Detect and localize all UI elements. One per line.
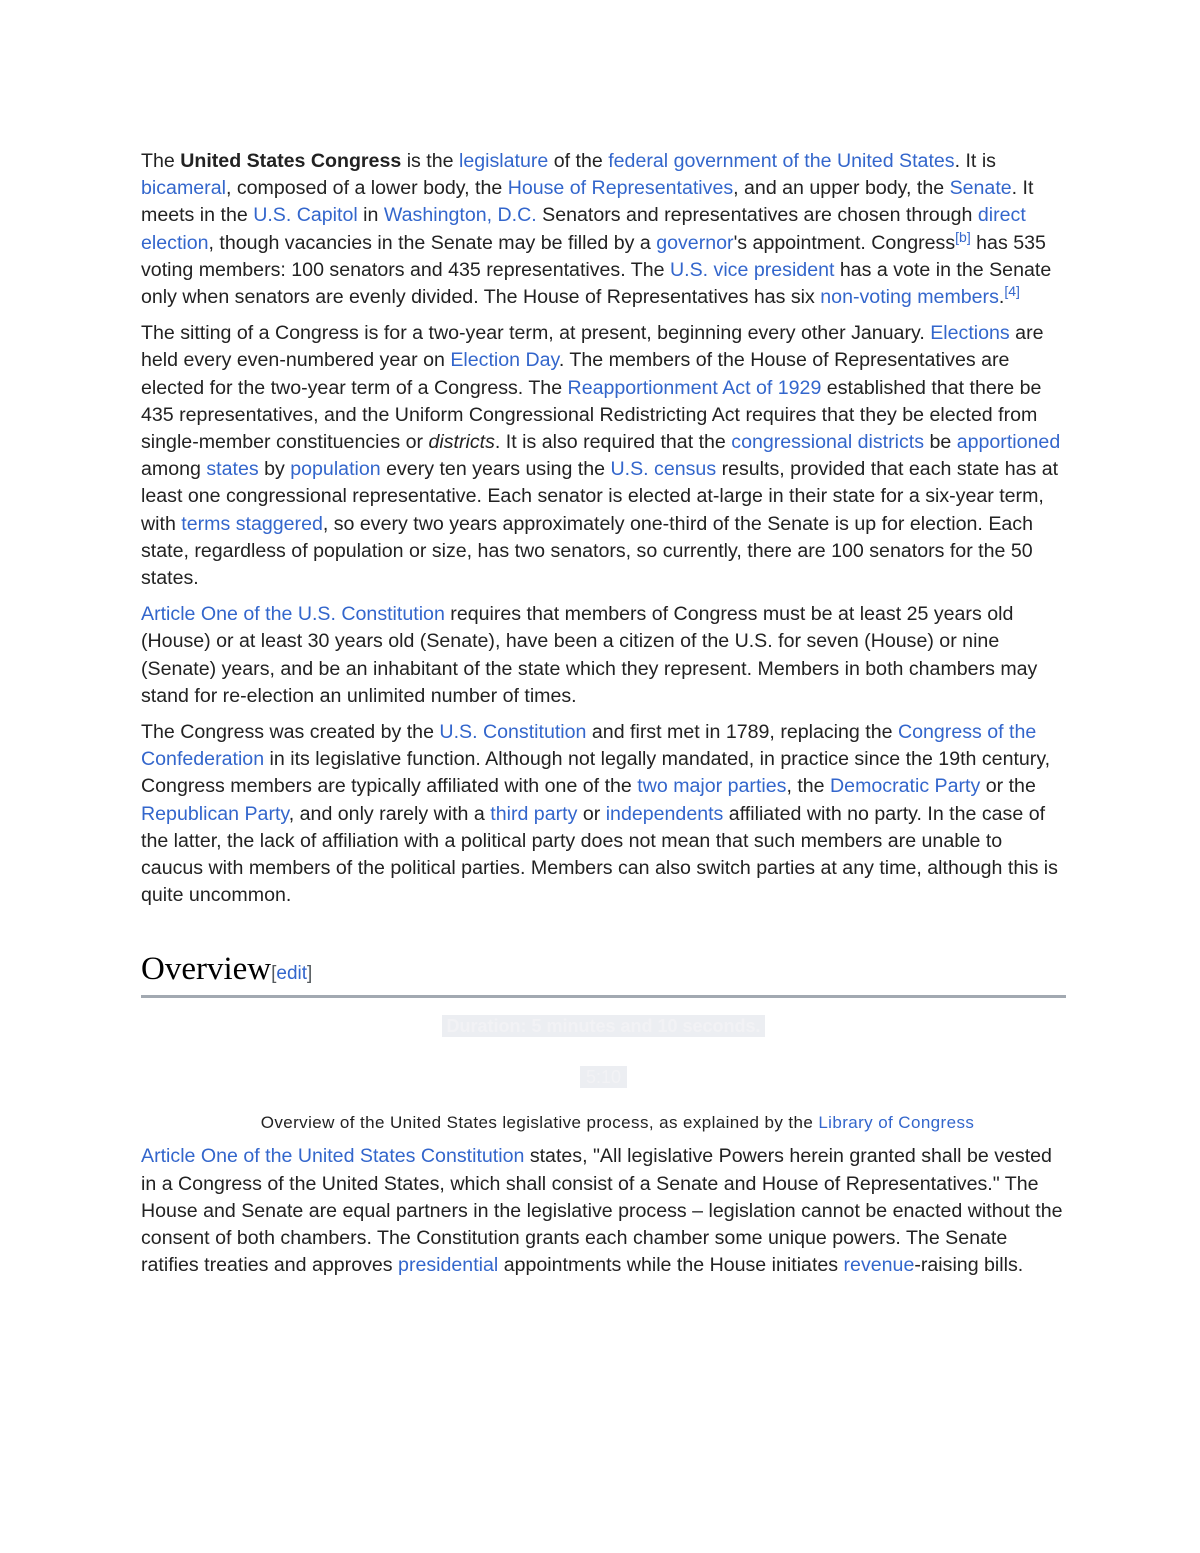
text: established that there be 435 representatives, and the Uniform Congressional Redistricting Act requires that they be elected from single-member constituencies or [141, 376, 1042, 454]
text: every ten years using the [380, 458, 611, 481]
link-population[interactable]: population [290, 458, 381, 481]
text: or the [980, 775, 1036, 798]
bracket: [ [271, 963, 277, 985]
text: The Congress was created by the [141, 721, 440, 744]
duration-time: 5:10 [580, 1066, 627, 1088]
link-us-census[interactable]: U.S. census [610, 458, 717, 481]
duration-text: Duration: 5 minutes and 10 seconds. [442, 1015, 764, 1037]
intro-paragraph-4 [141, 719, 1066, 909]
link-governor[interactable]: governor [656, 231, 734, 254]
text: , and an upper body, the [733, 177, 950, 200]
intro-paragraph-2 [141, 320, 1066, 592]
text: by [258, 458, 291, 481]
link-two-major-parties[interactable]: two major parties [637, 775, 787, 798]
text: 's appointment. Congress [733, 231, 956, 254]
text: . It meets in the [141, 177, 1034, 227]
link-house-of-representatives[interactable]: House of Representatives [507, 177, 734, 200]
link-library-of-congress[interactable]: Library of Congress [818, 1113, 975, 1133]
text: -raising bills. [914, 1254, 1024, 1277]
intro-paragraph-1 [141, 148, 1066, 311]
text: , though vacancies in the Senate may be filled by a [208, 231, 657, 254]
text: . It is also required that the [494, 431, 732, 454]
link-direct-election[interactable]: direct election [141, 204, 1026, 254]
link-non-voting-members[interactable]: non-voting members [820, 286, 999, 309]
overview-paragraph-1 [141, 1143, 1066, 1279]
footnote-ref-4[interactable]: [4] [1004, 283, 1020, 300]
text: , and only rarely with a [288, 802, 491, 825]
article-body [141, 148, 1066, 1289]
duration-badge [141, 1064, 1066, 1091]
emphasis-districts: districts [428, 431, 495, 454]
link-us-vice-president[interactable]: U.S. vice president [669, 258, 835, 281]
text: has 535 voting members: 100 senators and 435 representatives. The [141, 231, 1046, 281]
link-us-constitution[interactable]: U.S. Constitution [439, 721, 587, 744]
text: Senators and representatives are chosen through [536, 204, 978, 227]
link-presidential[interactable]: presidential [398, 1254, 499, 1277]
link-article-one[interactable]: Article One of the U.S. Constitution [141, 603, 445, 626]
text: The sitting of a Congress is for a two-year term, at present, beginning every other January. [141, 322, 931, 345]
text: , the [786, 775, 831, 798]
video-caption [141, 1112, 1066, 1134]
edit-section-link[interactable]: edit [276, 963, 308, 985]
text: appointments while the House initiates [498, 1254, 844, 1277]
text: results, provided that each state has at least one congressional representative. Each senator is elected at-large in their state for a six-year term, with [141, 458, 1059, 535]
link-washington-dc[interactable]: Washington, D.C. [383, 204, 537, 227]
text: requires that members of Congress must be at least 25 years old (House) or at least 30 years old (Senate), have been a citizen of the U.S. for seven (House) or nine (Senate) years, and be an inhabitant of the state which they represent. Members in both chambers may stand for re-election an unlimited number of times. [141, 603, 1038, 707]
text: is the [401, 150, 459, 172]
link-reapportionment-act[interactable]: Reapportionment Act of 1929 [567, 376, 822, 399]
link-republican-party[interactable]: Republican Party [141, 802, 289, 825]
text: The [141, 150, 181, 172]
text: . It is [954, 150, 996, 172]
link-congressional-districts[interactable]: congressional districts [731, 431, 925, 454]
section-heading-overview [141, 949, 1066, 998]
link-democratic-party[interactable]: Democratic Party [830, 775, 981, 798]
text: among [141, 458, 207, 481]
text: are held every even-numbered year on [141, 322, 1044, 372]
link-terms-staggered[interactable]: terms staggered [181, 512, 323, 535]
text: . [998, 286, 1005, 309]
link-legislature[interactable]: legislature [458, 150, 549, 172]
link-independents[interactable]: independents [605, 802, 724, 825]
link-bicameral[interactable]: bicameral [141, 177, 226, 200]
text: or [577, 802, 606, 825]
duration-label [141, 1013, 1066, 1040]
article-subject: United States Congress [180, 150, 402, 172]
link-third-party[interactable]: third party [490, 802, 578, 825]
link-revenue[interactable]: revenue [843, 1254, 915, 1277]
text: and first met in 1789, replacing the [586, 721, 898, 744]
link-congress-of-the-confederation[interactable]: Congress of the Confederation [141, 721, 1037, 771]
text: has a vote in the Senate only when senators are evenly divided. The House of Representatives has six [141, 258, 1052, 309]
text: in [357, 204, 384, 227]
link-elections[interactable]: Elections [930, 322, 1010, 345]
link-election-day[interactable]: Election Day [450, 349, 559, 372]
link-apportioned[interactable]: apportioned [956, 431, 1061, 454]
text: . The members of the House of Representatives are elected for the two-year term of a Congress. The [141, 349, 1010, 399]
video-player[interactable] [141, 1002, 1066, 1112]
bracket: ] [307, 963, 313, 985]
intro-paragraph-3 [141, 601, 1066, 710]
link-states[interactable]: states [206, 458, 259, 481]
link-federal-government[interactable]: federal government of the United States [608, 150, 955, 172]
link-us-capitol[interactable]: U.S. Capitol [253, 204, 358, 227]
footnote-ref-b[interactable]: [b] [955, 228, 971, 245]
text: be [924, 431, 957, 454]
link-senate[interactable]: Senate [949, 177, 1012, 200]
edit-section [271, 963, 312, 984]
caption-text: Overview of the United States legislative process, as explained by the [260, 1113, 819, 1133]
text: in its legislative function. Although not legally mandated, in practice since the 19th century, Congress members are typically affiliated with one of the [141, 748, 1051, 798]
link-article-one-constitution[interactable]: Article One of the United States Constitution [141, 1145, 525, 1168]
text: states, "All legislative Powers herein granted shall be vested in a Congress of the United States, which shall consist of a Senate and House of Representatives." The House and Senate are equal partners in the legislative process – legislation cannot be enacted without the consent of both chambers. The Constitution grants each chamber some unique powers. The Senate ratifies treaties and approves [141, 1145, 1063, 1277]
text: , so every two years approximately one-third of the Senate is up for election. Each state, regardless of population or size, has two senators, so currently, there are 100 senators for the 50 states. [141, 512, 1033, 590]
text: affiliated with no party. In the case of the latter, the lack of affiliation with a political party does not mean that such members are unable to caucus with members of the political parties. Members can also switch parties at any time, although this is quite uncommon. [141, 802, 1058, 907]
text: of the [548, 150, 609, 172]
section-title: Overview [141, 951, 272, 988]
text: , composed of a lower body, the [225, 177, 508, 200]
